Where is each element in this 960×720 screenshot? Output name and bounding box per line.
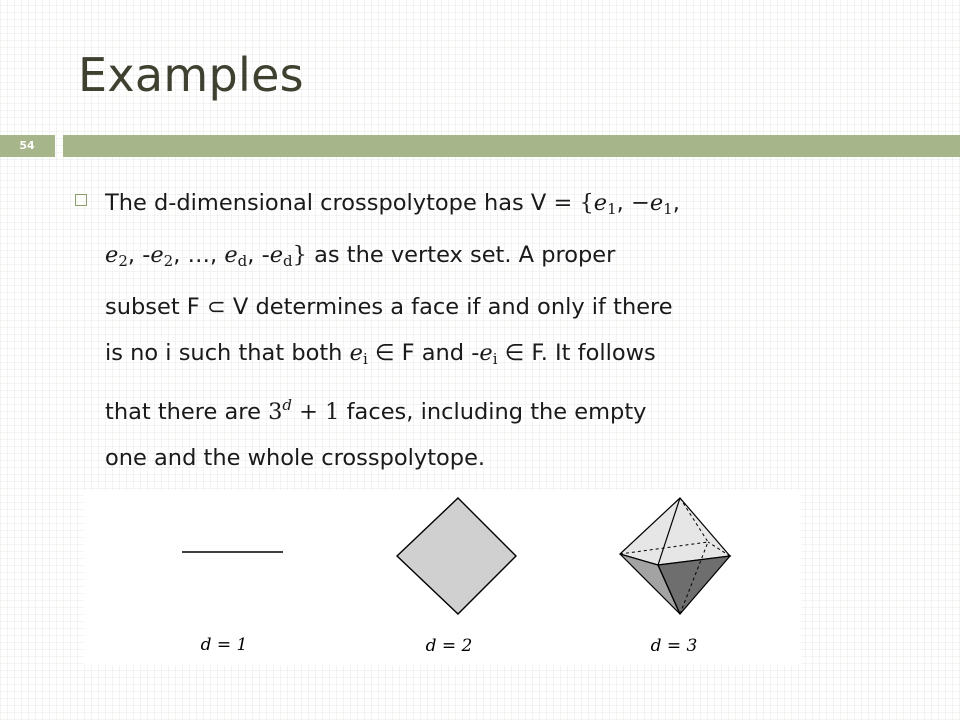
label-d3: d = 3: [650, 636, 698, 656]
bullet-line-2: e2, -e2, …, ed, -ed} as the vertex set. A proper: [105, 242, 616, 270]
square-d2: [397, 498, 516, 614]
slide-title: Examples: [78, 48, 304, 102]
bullet-line-1: The d-dimensional crosspolytope has V = {e1, −e1,: [105, 190, 680, 218]
title-rule: [63, 135, 960, 157]
octahedron-d3: [620, 498, 730, 614]
bullet-square-icon: [75, 194, 87, 206]
label-d1: d = 1: [200, 635, 248, 655]
label-d2: d = 2: [425, 636, 473, 656]
slide-number: 54: [19, 139, 35, 152]
crosspolytope-svg: [84, 490, 801, 665]
crosspolytope-figure: [84, 490, 801, 665]
bullet-line-6: one and the whole crosspolytope.: [105, 445, 486, 471]
bullet-line-5: that there are $3^d + 1$ faces, including the empty: [105, 396, 647, 425]
bullet-line-3: subset F ⊂ V determines a face if and only if there: [105, 294, 673, 320]
bullet-text: [105, 180, 905, 481]
bullet-line-4: is no i such that both ei ∈ F and -ei ∈ F. It follows: [105, 340, 656, 368]
